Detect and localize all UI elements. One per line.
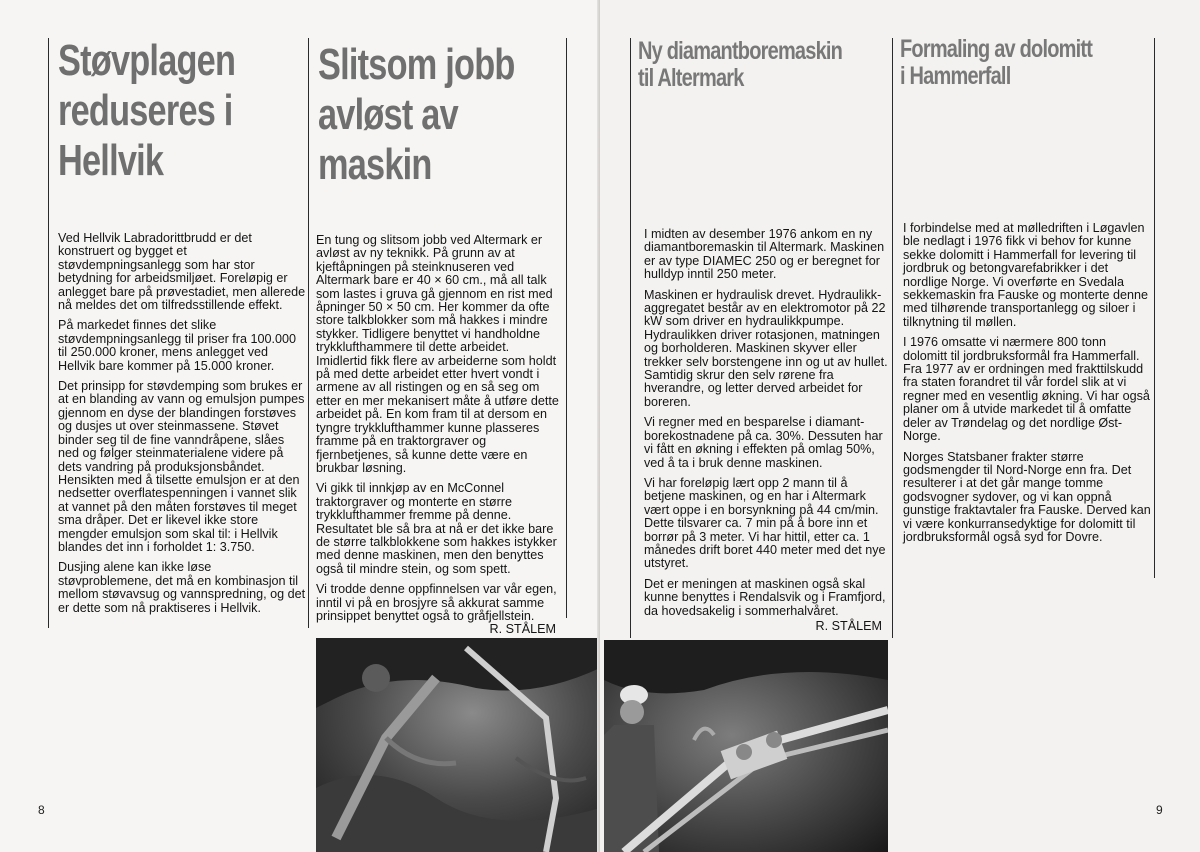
paragraph: Det er meningen at maskinen også skal kunne benyttes i Rendalsvik og i Framfjord, da hovedsakelig i sommerhalvåret. <box>644 576 886 618</box>
paragraph: I midten av desember 1976 ankom en ny diamantboremaskin til Altermark. Maskinen er av type DIAMEC 250 og er beregnet for hulldyp inntil 250 meter. <box>644 227 885 282</box>
headline-line: Støvplagen <box>58 36 236 85</box>
column-rule <box>566 38 567 618</box>
paragraph: Vi trodde denne oppfinnelsen var vår egen, inntil vi på en brosjyre så akkurat samme prinsippet benyttet også to gråfjellstein. <box>316 582 557 623</box>
page-number: 9 <box>1156 803 1163 817</box>
column-rule <box>630 38 631 638</box>
headline-line: avløst av <box>318 90 458 139</box>
paragraph: Det prinsipp for støvdemping som brukes er at en blanding av vann og emulsjon pumpes gjennom en dyse der blandingen forstøves og dusjes ut over steinmassene. Støvet binder seg til de fine vanndråpene, slåes ned og følger steinmaterialene videre på dets vandring på produksjonsbåndet. Hensikten med å tilsette emulsjon er at den nedsetter overflatespenningen i vannet slik at vannet på den måten forstøves til meget sma dråper. Det er likevel ikke store mengder emulsjon som skal til: i Hellvik blandes det inn i forholdet 1: 3.750. <box>58 379 305 554</box>
paragraph: Maskinen er hydraulisk drevet. Hydraulikk-aggregatet består av en elektromotor på 22 kW som driver en hydraulikkpumpe. Hydraulikken driver rotasjonen, matningen og borholderen. Maskinen skyver eller trekker selv borstengene inn og ut av hullet. Samtidig skrur den selv rørene fra hverandre, og letter derved arbeidet for boreren. <box>644 287 888 409</box>
paragraph: På markedet finnes det slike støvdempningsanlegg til priser fra 100.000 til 250.000 kroner, mens anlegget ved Hellvik bare kommer på 15.000 kroner. <box>58 318 297 373</box>
paragraph: Ved Hellvik Labradorittbrudd er det konstruert og bygget et støvdempningsanlegg som har stor betydning for arbeidsmiljøet. Foreløpig er anlegget bare på prøvestadiet, men allerede nå meldes det om tilfredsstillende effekt. <box>58 231 306 313</box>
signature: R. STÅLEM <box>489 622 556 637</box>
signature: R. STÅLEM <box>815 618 882 633</box>
headline-slitsom-jobb <box>318 40 515 190</box>
right-page <box>600 0 1200 852</box>
headline-diamantboremaskin <box>638 38 842 92</box>
paragraph: I forbindelse med at mølledriften i Løgavlen ble nedlagt i 1976 fikk vi behov for kunne sekke dolomitt i Hammerfall for levering til jordbruk og betongvarefabrikker i det nordlige Norge. Vi overførte en Svedala sekkemaskin fra Fauske og monterte denne med tilhørende transportanlegg og siloer i tilknytning til møllen. <box>903 221 1149 329</box>
headline-formaling-dolomitt <box>900 36 1092 90</box>
headline-line: Ny diamantboremaskin <box>638 37 843 65</box>
article-formaling-dolomitt-body <box>903 222 1151 551</box>
headline-line: Formaling av dolomitt <box>900 35 1093 63</box>
paragraph: En tung og slitsom jobb ved Altermark er avløst av ny teknikk. På grunn av at kjeftåpningen på steinknuseren ved Altermark bare er 40 × 60 cm., må all talk som lastes i gruva gå gjennom en rist med åpninger 50 × 50 cm. Her kommer da ofte store talkblokker som må hakkes i mindre stykker. Tidligere benyttet vi handholdne trykklufthammere til dette arbeidet. Imidlertid fikk flere av arbeiderne som holdt på med dette arbeidet etter hvert vondt i armene av all ristingen og en så seg om etter en mer mekanisert måte å utføre dette arbeidet på. En kom fram til at dersom en tyngre trykklufthammer kunne plasseres framme på en traktorgraver og fjernbetjenes, så kunne dette være en brukbar løsning. <box>316 233 559 475</box>
paragraph: Vi har foreløpig lært opp 2 mann til å betjene maskinen, og en har i Altermark vært oppe i en borsynkning på 44 cm/min. Dette tilsvarer ca. 7 min på å bore inn et borrør på 3 meter. Vi har hittil, etter ca. 1 månedes drift boret 440 meter med det nye utstyret. <box>644 475 886 571</box>
headline-line: reduseres i <box>58 86 233 135</box>
article-diamantboremaskin-body <box>644 228 888 633</box>
headline-line: i Hammerfall <box>900 62 1011 90</box>
headline-line: maskin <box>318 140 432 189</box>
page-number: 8 <box>38 803 45 817</box>
paragraph: Vi gikk til innkjøp av en McConnel traktorgraver og monterte en større trykklufthammer fremme på denne. Resultatet ble så bra at nå er det ikke bare de større talkblokkene som hakkes istykker med denne maskinen, men den benyttes også til mindre stein, og som spett. <box>316 481 557 576</box>
column-rule <box>308 38 309 628</box>
article-slitsom-jobb-body <box>316 234 562 637</box>
headline-stovplagen <box>58 36 235 186</box>
column-rule <box>892 38 893 638</box>
drill-photo-illustration <box>604 640 888 852</box>
column-rule <box>1154 38 1155 578</box>
column-rule <box>48 38 49 628</box>
headline-line: til Altermark <box>638 64 744 92</box>
drill-operator-photo <box>604 640 888 852</box>
paragraph: Norges Statsbaner frakter større godsmengder til Nord-Norge enn fra. Det resulterer i at det går mange tomme godsvogner sydover, og vi kan oppnå gunstige fraktavtaler fra Fauske. Derved kan vi være konkurransedyktige for dolomitt til jordbruksformål også syd for Dovre. <box>903 449 1151 544</box>
article-stovplagen-body <box>58 232 306 622</box>
headline-line: Hellvik <box>58 136 164 185</box>
hydraulic-hammer-photo <box>316 638 600 852</box>
mine-photo-illustration <box>316 638 600 852</box>
paragraph: Dusjing alene kan ikke løse støvproblemene, det må en kombinasjon til mellom støvavsug og vannspredning, og det er dette som nå praktiseres i Hellvik. <box>58 560 306 615</box>
headline-line: Slitsom jobb <box>318 40 515 89</box>
paragraph: I 1976 omsatte vi nærmere 800 tonn dolomitt til jordbruksformål fra Hammerfall. Fra 1977 av er ordningen med frakttilskudd fra staten forandret til vår fordel slik at vi regner med en vesentlig økning. Vi har også planer om å utvide markedet til å omfatte deler av Trøndelag og det nordlige Øst-Norge. <box>903 335 1150 444</box>
paragraph: Vi regner med en besparelse i diamant-borekostnadene på ca. 30%. Dessuten har vi fått en økning i effekten på omlag 50%, ved å ta i bruk denne maskinen. <box>644 415 883 470</box>
